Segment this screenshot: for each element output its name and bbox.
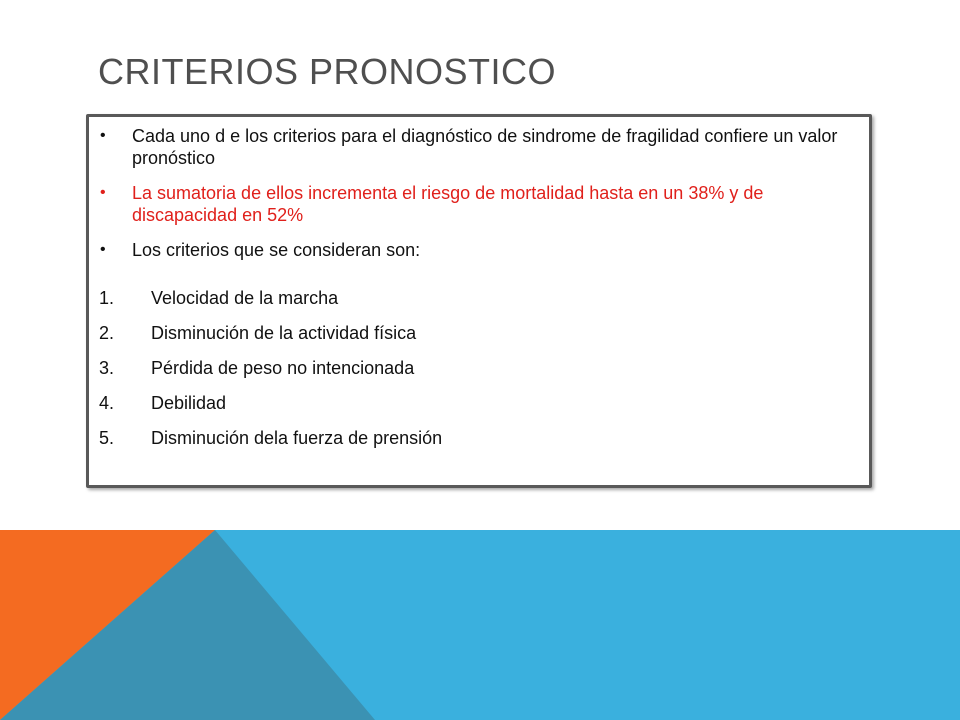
item-text: Pérdida de peso no intencionada <box>151 358 415 378</box>
item-number: 5. <box>99 428 115 448</box>
item-number: 2. <box>99 323 115 343</box>
item-text: Debilidad <box>151 393 227 413</box>
numbered-item <box>89 322 869 344</box>
item-text: Disminución de la actividad física <box>151 323 417 343</box>
item-number: 1. <box>99 288 115 308</box>
bullet-dot-icon: • <box>100 184 106 201</box>
item-number: 3. <box>99 358 115 378</box>
item-number: 4. <box>99 393 115 413</box>
bullet-text: Los criterios que se consideran son: <box>132 240 421 260</box>
content-box <box>86 114 872 488</box>
numbered-item <box>89 357 869 379</box>
bullet-dot-icon: • <box>100 241 106 258</box>
bullet-text: La sumatoria de ellos incrementa el riesgo de mortalidad hasta en un 38% y de discapacidad en 52% <box>132 183 764 225</box>
bullet-text: Cada uno d e los criterios para el diagnóstico de sindrome de fragilidad confiere un valor pronóstico <box>132 126 838 168</box>
bullet-item-highlight <box>89 182 869 226</box>
bullet-dot-icon: • <box>100 127 106 144</box>
numbered-item <box>89 287 869 309</box>
item-text: Velocidad de la marcha <box>151 288 339 308</box>
numbered-list <box>89 287 869 462</box>
bullet-item <box>89 239 869 261</box>
numbered-item <box>89 392 869 414</box>
bullet-item <box>89 125 869 169</box>
item-text: Disminución dela fuerza de prensión <box>151 428 443 448</box>
decorative-footer-shapes <box>0 530 960 720</box>
bullet-list <box>89 125 869 274</box>
numbered-item <box>89 427 869 449</box>
slide-title: CRITERIOS PRONOSTICO <box>98 51 557 92</box>
